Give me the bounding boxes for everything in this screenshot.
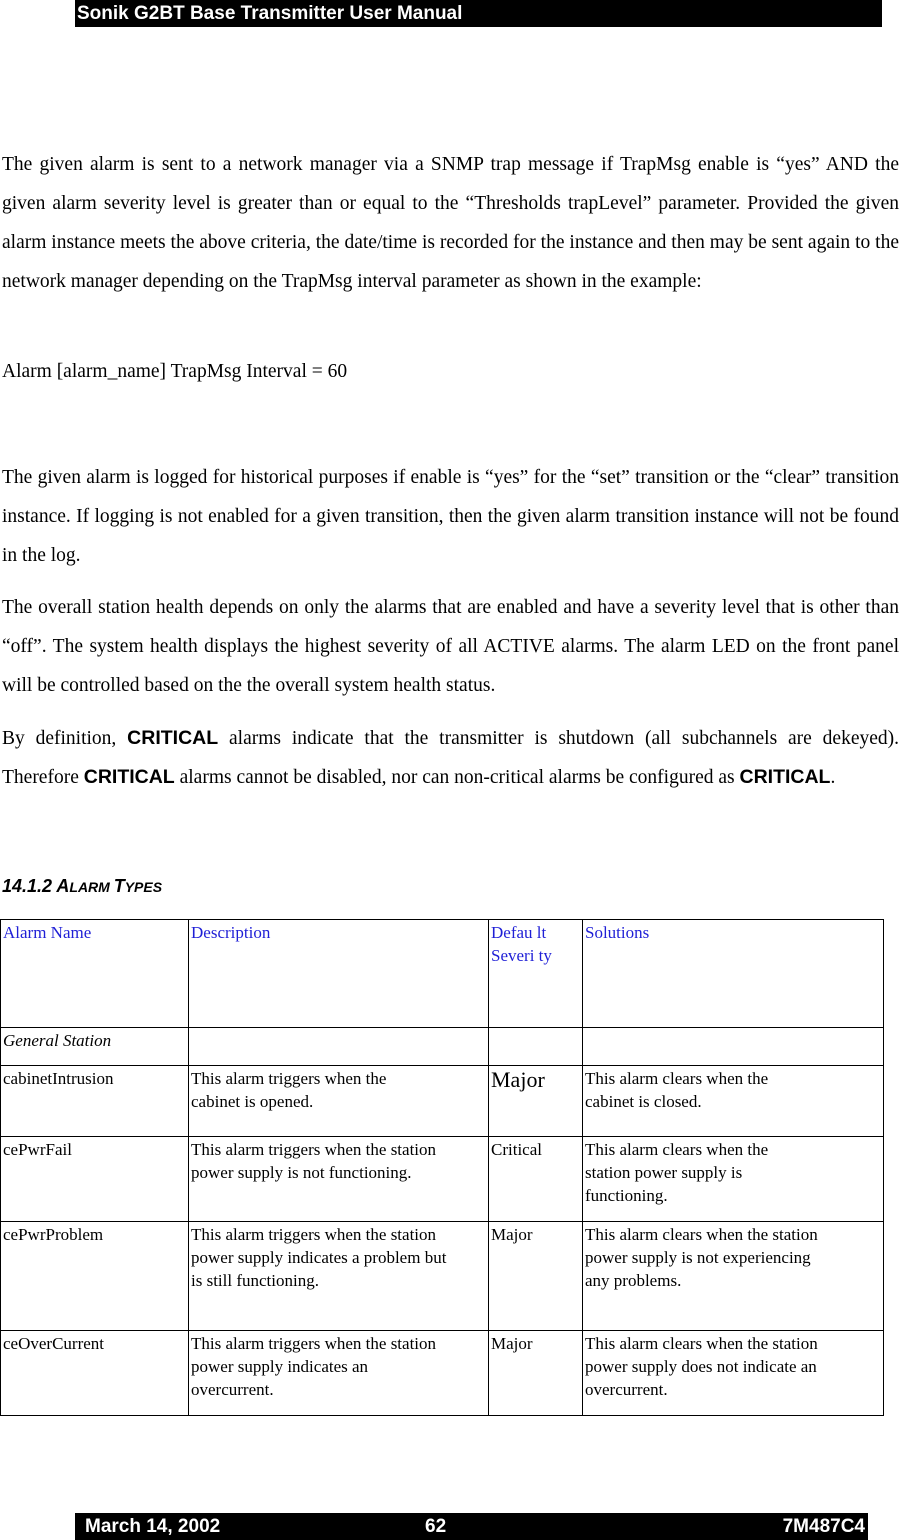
paragraph-station-health: The overall station health depends on only the alarms that are enabled and have a severity level that is other than “off”. The system health displays the highest severity of all ACTIVE alarms. The alarm LED on the front panel will be controlled based on the the overall system health status. bbox=[2, 597, 899, 696]
alarm-types-table bbox=[0, 919, 884, 1416]
alarm-description: This alarm triggers when the cabinet is opened. bbox=[189, 1066, 489, 1137]
category-label: General Station bbox=[1, 1028, 189, 1066]
footer-page-number: 62 bbox=[425, 1516, 447, 1537]
table-row bbox=[1, 1222, 884, 1331]
alarm-solution: This alarm clears when the cabinet is closed. bbox=[583, 1066, 884, 1137]
footer-document-id: 7M487C4 bbox=[782, 1516, 865, 1537]
alarm-name: cePwrFail bbox=[1, 1137, 189, 1222]
alarm-description: This alarm triggers when the station power supply is not functioning. bbox=[189, 1137, 489, 1222]
alarm-description: This alarm triggers when the station power supply indicates an overcurrent. bbox=[189, 1331, 489, 1416]
table-row bbox=[1, 1331, 884, 1416]
alarm-description: This alarm triggers when the station power supply indicates a problem but is still functioning. bbox=[189, 1222, 489, 1331]
paragraph-critical-definition: By definition, CRITICAL alarms indicate that the transmitter is shutdown (all subchannels are dekeyed). Therefore CRITICAL alarms cannot be disabled, nor can non-critical alarms be configured as CRITICAL. bbox=[2, 727, 900, 788]
running-footer bbox=[75, 1513, 868, 1540]
running-header: Sonik G2BT Base Transmitter User Manual bbox=[75, 0, 882, 27]
alarm-severity: Major bbox=[489, 1222, 583, 1331]
alarm-name: cabinetIntrusion bbox=[1, 1066, 189, 1137]
alarm-solution: This alarm clears when the station power supply is not experiencing any problems. bbox=[583, 1222, 884, 1331]
alarm-name: cePwrProblem bbox=[1, 1222, 189, 1331]
alarm-name: ceOverCurrent bbox=[1, 1331, 189, 1416]
critical-keyword: CRITICAL bbox=[739, 766, 831, 788]
paragraph-logging: The given alarm is logged for historical purposes if enable is “yes” for the “set” transition or the “clear” transition instance. If logging is not enabled for a given transition, then the given alarm transition instance will not be found in the log. bbox=[2, 467, 899, 566]
alarm-severity: Major bbox=[489, 1066, 583, 1137]
section-heading-alarm-types: 14.1.2 ALARM TYPES bbox=[2, 876, 163, 896]
critical-keyword: CRITICAL bbox=[83, 766, 175, 788]
paragraph-trap-example: Alarm [alarm_name] TrapMsg Interval = 60 bbox=[2, 361, 348, 382]
alarm-solution: This alarm clears when the station power supply is functioning. bbox=[583, 1137, 884, 1222]
critical-keyword: CRITICAL bbox=[127, 727, 219, 749]
alarm-severity: Major bbox=[489, 1331, 583, 1416]
footer-date: March 14, 2002 bbox=[85, 1516, 221, 1537]
table-header-row bbox=[1, 920, 884, 1028]
header-solutions: Solutions bbox=[583, 920, 884, 1028]
header-default-severity: Defau lt Severi ty bbox=[489, 920, 583, 1028]
alarm-solution: This alarm clears when the station power supply does not indicate an overcurrent. bbox=[583, 1331, 884, 1416]
alarm-severity: Critical bbox=[489, 1137, 583, 1222]
table-row bbox=[1, 1066, 884, 1137]
header-alarm-name: Alarm Name bbox=[1, 920, 189, 1028]
table-row bbox=[1, 1137, 884, 1222]
header-description: Description bbox=[189, 920, 489, 1028]
paragraph-trap-message: The given alarm is sent to a network manager via a SNMP trap message if TrapMsg enable is “yes” AND the given alarm severity level is greater than or equal to the “Thresholds trapLevel” parameter. Provided the given alarm instance meets the above criteria, the date/time is recorded for the instance and then may be sent again to the network manager depending on the TrapMsg interval parameter as shown in the example: bbox=[2, 154, 899, 292]
category-row bbox=[1, 1028, 884, 1066]
